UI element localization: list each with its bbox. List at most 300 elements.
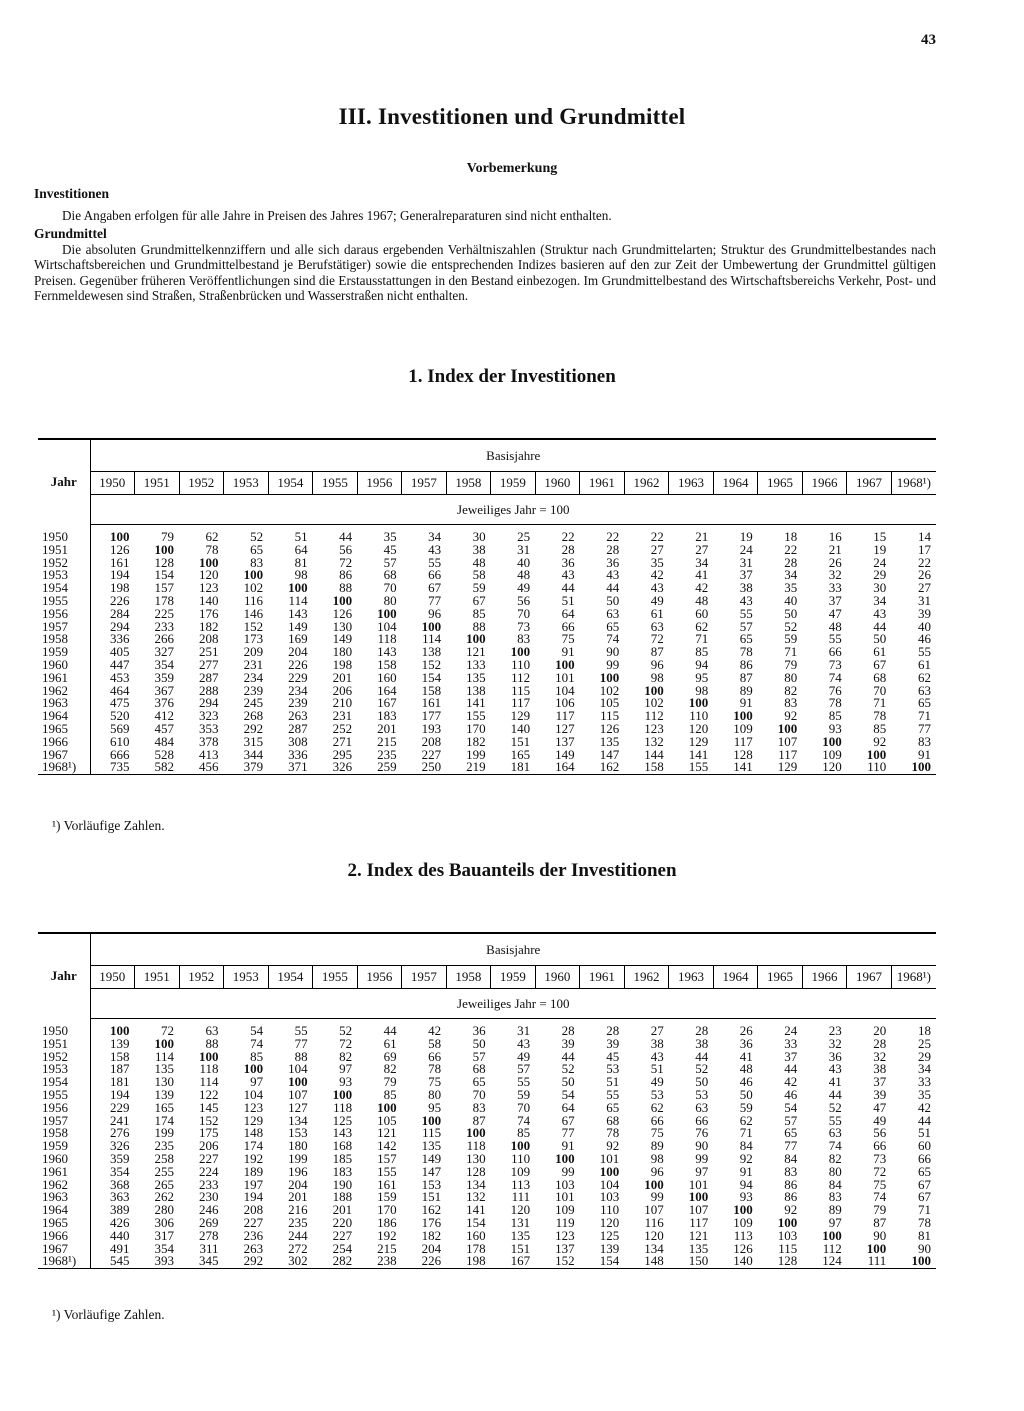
row-year: 1959 xyxy=(38,1140,90,1153)
index-cell: 118 xyxy=(466,1138,486,1154)
row-year: 1965 xyxy=(38,1217,90,1230)
row-year: 1953 xyxy=(38,569,90,582)
index-cell: 74 xyxy=(517,1112,531,1128)
index-cell: 90 xyxy=(918,1240,931,1256)
index-cell: 37 xyxy=(828,592,842,608)
index-cell: 121 xyxy=(688,1227,709,1243)
index-cell: 271 xyxy=(332,733,353,749)
index-cell: 239 xyxy=(243,682,264,698)
index-cell: 292 xyxy=(224,1255,269,1268)
index-cell: 235 xyxy=(154,1138,175,1154)
index-cell: 112 xyxy=(644,708,664,724)
index-cell: 44 xyxy=(383,1023,397,1038)
index-cell: 113 xyxy=(511,1176,531,1192)
index-cell: 91 xyxy=(739,695,753,711)
index-cell: 61 xyxy=(650,605,664,621)
index-cell: 149 xyxy=(288,618,308,634)
index-cell: 160 xyxy=(466,1227,486,1243)
index-cell: 71 xyxy=(918,1202,931,1218)
index-cell: 121 xyxy=(466,644,486,660)
index-cell: 53 xyxy=(606,1061,620,1077)
index-cell: 56 xyxy=(873,1125,887,1141)
index-cell: 19 xyxy=(739,529,753,544)
index-cell: 100 xyxy=(243,567,264,583)
index-cell: 63 xyxy=(918,682,931,698)
index-cell: 120 xyxy=(510,1202,531,1218)
base-year-header: 1956 xyxy=(357,472,402,495)
index-cell: 164 xyxy=(377,682,397,698)
index-cell: 36 xyxy=(828,1048,842,1064)
index-cell: 75 xyxy=(428,1074,442,1090)
index-cell: 24 xyxy=(873,554,887,570)
index-cell: 35 xyxy=(784,580,798,596)
index-cell: 41 xyxy=(695,567,709,583)
index-cell: 31 xyxy=(739,554,753,570)
index-cell: 354 xyxy=(154,656,175,672)
index-cell: 100 xyxy=(243,1061,264,1077)
index-cell: 115 xyxy=(511,682,531,698)
index-cell: 229 xyxy=(110,1099,130,1115)
index-cell: 45 xyxy=(606,1048,620,1064)
index-cell: 81 xyxy=(918,1227,931,1243)
index-cell: 66 xyxy=(428,1048,442,1064)
index-cell: 152 xyxy=(535,1255,580,1268)
index-cell: 80 xyxy=(784,669,798,685)
index-cell: 336 xyxy=(288,746,308,762)
index-cell: 82 xyxy=(339,1048,353,1064)
index-cell: 165 xyxy=(154,1099,175,1115)
index-cell: 117 xyxy=(555,708,575,724)
row-year: 1958 xyxy=(38,633,90,646)
index-cell: 107 xyxy=(688,1202,709,1218)
index-cell: 115 xyxy=(422,1125,442,1141)
index-cell: 206 xyxy=(199,1138,219,1154)
base-year-header: 1951 xyxy=(135,966,180,989)
index-cell: 43 xyxy=(606,567,620,583)
index-cell: 22 xyxy=(918,554,931,570)
index-cell: 41 xyxy=(828,1074,842,1090)
row-year: 1965 xyxy=(38,723,90,736)
index-cell: 161 xyxy=(110,554,130,570)
chapter-title: III. Investitionen und Grundmittel xyxy=(338,104,686,129)
index-cell: 82 xyxy=(784,682,798,698)
index-cell: 62 xyxy=(205,529,219,544)
table2-title: 2. Index des Bauanteils der Investitionen xyxy=(347,860,677,881)
index-cell: 62 xyxy=(739,1112,753,1128)
index-cell: 21 xyxy=(828,541,842,557)
index-cell: 67 xyxy=(561,1112,575,1128)
index-cell: 72 xyxy=(339,1035,353,1051)
index-cell: 167 xyxy=(491,1255,536,1268)
index-cell: 354 xyxy=(154,1240,175,1256)
index-cell: 65 xyxy=(918,695,931,711)
index-cell: 99 xyxy=(561,1163,575,1179)
index-cell: 53 xyxy=(650,1086,664,1102)
index-cell: 43 xyxy=(650,1048,664,1064)
index-cell: 235 xyxy=(377,746,397,762)
row-year: 1966 xyxy=(38,1230,90,1243)
index-cell: 140 xyxy=(510,720,531,736)
index-cell: 48 xyxy=(695,592,709,608)
index-cell: 153 xyxy=(288,1125,308,1141)
index-cell: 520 xyxy=(110,708,130,724)
base-year-header: 1962 xyxy=(624,966,669,989)
index-cell: 110 xyxy=(689,708,709,724)
index-cell: 46 xyxy=(784,1086,798,1102)
index-cell: 65 xyxy=(784,1125,798,1141)
index-cell: 294 xyxy=(110,618,130,634)
index-cell: 114 xyxy=(199,1074,219,1090)
index-cell: 77 xyxy=(428,592,442,608)
index-cell: 52 xyxy=(828,1099,842,1115)
index-cell: 111 xyxy=(847,1255,892,1268)
index-cell: 50 xyxy=(606,592,620,608)
index-cell: 215 xyxy=(377,1240,397,1256)
index-cell: 135 xyxy=(510,1227,531,1243)
index-cell: 209 xyxy=(243,644,264,660)
index-cell: 50 xyxy=(784,605,798,621)
index-cell: 85 xyxy=(250,1048,264,1064)
base-year-header: 1953 xyxy=(224,966,269,989)
index-cell: 24 xyxy=(739,541,753,557)
index-cell: 38 xyxy=(472,541,486,557)
index-cell: 51 xyxy=(606,1074,620,1090)
index-cell: 57 xyxy=(472,1048,486,1064)
index-cell: 143 xyxy=(377,644,397,660)
index-cell: 144 xyxy=(644,746,664,762)
index-cell: 129 xyxy=(758,761,803,774)
base-year-header: 1957 xyxy=(402,966,447,989)
index-cell: 99 xyxy=(695,1150,709,1166)
index-cell: 87 xyxy=(472,1112,486,1128)
index-cell: 88 xyxy=(294,1048,308,1064)
index-cell: 219 xyxy=(446,761,491,774)
index-cell: 359 xyxy=(154,669,175,685)
index-cell: 97 xyxy=(695,1163,709,1179)
index-cell: 49 xyxy=(650,1074,664,1090)
index-cell: 226 xyxy=(110,592,130,608)
index-cell: 74 xyxy=(250,1035,264,1051)
index-cell: 174 xyxy=(154,1112,175,1128)
index-cell: 44 xyxy=(784,1061,798,1077)
index-cell: 86 xyxy=(784,1176,798,1192)
index-cell: 100 xyxy=(110,529,130,544)
row-year: 1960 xyxy=(38,1153,90,1166)
grundmittel-heading: Grundmittel xyxy=(34,226,107,241)
base-year-header: 1958 xyxy=(446,472,491,495)
index-cell: 128 xyxy=(154,554,175,570)
index-cell: 100 xyxy=(866,1240,887,1256)
index-cell: 198 xyxy=(110,580,130,596)
index-cell: 230 xyxy=(199,1189,219,1205)
index-cell: 73 xyxy=(517,618,531,634)
index-cell: 100 xyxy=(644,682,664,698)
index-cell: 83 xyxy=(828,1189,842,1205)
index-cell: 227 xyxy=(199,1150,219,1166)
row-year: 1952 xyxy=(38,1051,90,1064)
row-year: 1954 xyxy=(38,582,90,595)
index-cell: 122 xyxy=(199,1086,219,1102)
row-year: 1950 xyxy=(38,1025,90,1038)
base-year-header: 1959 xyxy=(491,966,536,989)
index-cell: 97 xyxy=(828,1214,842,1230)
index-cell: 63 xyxy=(695,1099,709,1115)
index-cell: 117 xyxy=(778,746,798,762)
index-cell: 127 xyxy=(288,1099,308,1115)
index-cell: 32 xyxy=(873,1048,887,1064)
index-cell: 199 xyxy=(154,1125,175,1141)
index-cell: 83 xyxy=(517,631,531,647)
index-cell: 39 xyxy=(873,1086,887,1102)
index-cell: 68 xyxy=(873,669,887,685)
index-cell: 137 xyxy=(555,1240,575,1256)
index-cell: 78 xyxy=(606,1125,620,1141)
index-cell: 125 xyxy=(599,1227,620,1243)
index-cell: 85 xyxy=(383,1086,397,1102)
index-cell: 245 xyxy=(243,695,264,711)
index-cell: 251 xyxy=(199,644,219,660)
index-cell: 60 xyxy=(695,605,709,621)
index-cell: 134 xyxy=(466,1176,486,1192)
index-cell: 569 xyxy=(110,720,130,736)
index-cell: 378 xyxy=(199,733,219,749)
index-cell: 98 xyxy=(650,669,664,685)
base-year-header: 1954 xyxy=(268,472,313,495)
index-cell: 317 xyxy=(154,1227,175,1243)
index-cell: 147 xyxy=(421,1163,442,1179)
base-year-header: 1963 xyxy=(669,966,714,989)
index-cell: 71 xyxy=(784,644,798,660)
index-cell: 116 xyxy=(244,592,264,608)
index-cell: 135 xyxy=(466,669,486,685)
index-cell: 99 xyxy=(606,656,620,672)
index-cell: 100 xyxy=(891,1255,936,1268)
index-cell: 130 xyxy=(332,618,353,634)
row-year: 1951 xyxy=(38,544,90,557)
index-cell: 178 xyxy=(466,1240,486,1256)
table-row xyxy=(38,1255,936,1268)
base-year-header: 1966 xyxy=(802,966,847,989)
base-year-header: 1963 xyxy=(669,472,714,495)
index-cell: 137 xyxy=(555,733,575,749)
index-cell: 110 xyxy=(600,1202,620,1218)
index-cell: 208 xyxy=(243,1202,264,1218)
index-cell: 74 xyxy=(873,1189,887,1205)
index-cell: 76 xyxy=(828,682,842,698)
index-cell: 51 xyxy=(294,529,308,544)
index-cell: 89 xyxy=(650,1138,664,1154)
index-cell: 44 xyxy=(873,618,887,634)
index-cell: 100 xyxy=(555,1150,575,1166)
index-cell: 39 xyxy=(606,1035,620,1051)
index-cell: 120 xyxy=(644,1227,664,1243)
index-cell: 62 xyxy=(695,618,709,634)
index-cell: 100 xyxy=(332,592,353,608)
index-cell: 59 xyxy=(517,1086,531,1102)
index-cell: 59 xyxy=(739,1099,753,1115)
index-cell: 36 xyxy=(739,1035,753,1051)
index-cell: 28 xyxy=(606,1023,620,1038)
index-cell: 204 xyxy=(288,1176,308,1192)
index-cell: 100 xyxy=(421,1112,442,1128)
base-year-header: 1953 xyxy=(224,472,269,495)
index-cell: 42 xyxy=(784,1074,798,1090)
index-cell: 91 xyxy=(561,1138,575,1154)
index-cell: 44 xyxy=(828,1086,842,1102)
index-cell: 56 xyxy=(517,592,531,608)
row-year: 1962 xyxy=(38,685,90,698)
index-cell: 33 xyxy=(828,580,842,596)
index-cell: 295 xyxy=(332,746,353,762)
base-year-header: 1958 xyxy=(446,966,491,989)
index-cell: 100 xyxy=(599,1163,620,1179)
index-cell: 241 xyxy=(110,1112,130,1128)
index-cell: 311 xyxy=(199,1240,219,1256)
index-cell: 250 xyxy=(402,761,447,774)
index-cell: 126 xyxy=(110,541,130,557)
index-cell: 58 xyxy=(472,567,486,583)
index-cell: 43 xyxy=(873,605,887,621)
index-cell: 104 xyxy=(377,618,397,634)
index-cell: 94 xyxy=(695,656,709,672)
index-cell: 115 xyxy=(600,708,620,724)
index-cell: 140 xyxy=(713,1255,758,1268)
index-cell: 114 xyxy=(288,592,308,608)
index-cell: 43 xyxy=(561,567,575,583)
index-cell: 176 xyxy=(421,1214,442,1230)
index-cell: 123 xyxy=(555,1227,575,1243)
index-cell: 194 xyxy=(243,1189,264,1205)
index-cell: 210 xyxy=(332,695,353,711)
index-cell: 67 xyxy=(918,1189,931,1205)
index-cell: 100 xyxy=(777,720,798,736)
row-year: 1955 xyxy=(38,1089,90,1102)
index-cell: 36 xyxy=(472,1023,486,1038)
index-cell: 28 xyxy=(561,1023,575,1038)
index-cell: 64 xyxy=(561,605,575,621)
index-cell: 453 xyxy=(110,669,130,685)
index-cell: 56 xyxy=(339,541,353,557)
index-cell: 353 xyxy=(199,720,219,736)
index-cell: 100 xyxy=(510,644,531,660)
index-cell: 92 xyxy=(739,1150,753,1166)
index-cell: 51 xyxy=(561,592,575,608)
index-cell: 109 xyxy=(733,1214,753,1230)
index-cell: 30 xyxy=(873,580,887,596)
index-cell: 244 xyxy=(288,1227,308,1243)
index-cell: 610 xyxy=(110,733,130,749)
index-cell: 308 xyxy=(288,733,308,749)
index-cell: 666 xyxy=(110,746,130,762)
grundmittel-text: Die absoluten Grundmittelkennziffern und alle sich daraus ergebenden Verhältniszahlen (Struktur nach Grundmittelarten; Struktur des Grundmittelbestandes nach Wirtschaftsbereichen und Grundmittelbestand je Berufstätiger) sowie die entsprechenden Indizes basieren auf den zur Zeit der Umbewertung der Grundmittel gültigen Preisen. Gegenüber früheren Veröffentlichungen sind die Erstausstattungen in den Bestand einbezogen. Im Grundmittelbestand des Wirtschaftsbereichs Verkehr, Post- und Fernmeldewesen sind Straßen, Straßenbrücken und Wasserstraßen nicht enthalten. xyxy=(34,241,936,303)
base-year-header: 1965 xyxy=(758,966,803,989)
index-cell: 294 xyxy=(199,695,219,711)
index-cell: 50 xyxy=(472,1035,486,1051)
index-cell: 161 xyxy=(421,695,442,711)
index-cell: 145 xyxy=(199,1099,219,1115)
index-cell: 103 xyxy=(777,1227,798,1243)
base-year-header: 1965 xyxy=(758,472,803,495)
index-cell: 40 xyxy=(517,554,531,570)
base-year-header: 1952 xyxy=(179,472,224,495)
index-cell: 28 xyxy=(561,541,575,557)
index-cell: 109 xyxy=(733,720,753,736)
index-cell: 176 xyxy=(199,605,219,621)
index-cell: 113 xyxy=(733,1227,753,1243)
index-cell: 63 xyxy=(205,1023,219,1038)
index-cell: 103 xyxy=(555,1176,575,1192)
base-year-header: 1962 xyxy=(624,472,669,495)
index-cell: 259 xyxy=(357,761,402,774)
index-cell: 265 xyxy=(154,1176,175,1192)
index-cell: 135 xyxy=(688,1240,709,1256)
index-cell: 149 xyxy=(555,746,575,762)
index-cell: 70 xyxy=(517,1099,531,1115)
index-cell: 272 xyxy=(288,1240,308,1256)
index-cell: 46 xyxy=(918,631,931,647)
index-cell: 90 xyxy=(695,1138,709,1154)
index-cell: 104 xyxy=(243,1086,264,1102)
index-cell: 17 xyxy=(918,541,931,557)
row-year: 1967 xyxy=(38,1243,90,1256)
row-year: 1957 xyxy=(38,621,90,634)
index-cell: 48 xyxy=(472,554,486,570)
index-cell: 147 xyxy=(599,746,620,762)
index-cell: 23 xyxy=(828,1023,842,1038)
index-cell: 31 xyxy=(517,541,531,557)
index-cell: 158 xyxy=(110,1048,130,1064)
index-cell: 43 xyxy=(428,541,442,557)
index-cell: 78 xyxy=(918,1214,931,1230)
index-cell: 426 xyxy=(110,1214,130,1230)
index-cell: 79 xyxy=(161,529,175,544)
index-cell: 49 xyxy=(650,592,664,608)
index-cell: 26 xyxy=(918,567,931,583)
index-cell: 95 xyxy=(695,669,709,685)
index-cell: 170 xyxy=(466,720,486,736)
index-cell: 64 xyxy=(561,1099,575,1115)
index-cell: 96 xyxy=(650,1163,664,1179)
index-cell: 100 xyxy=(288,1074,308,1090)
index-cell: 119 xyxy=(555,1214,575,1230)
index-cell: 63 xyxy=(650,618,664,634)
index-cell: 412 xyxy=(154,708,175,724)
index-cell: 238 xyxy=(357,1255,402,1268)
jeweiliges-jahr-header: Jeweiliges Jahr = 100 xyxy=(90,989,936,1019)
index-cell: 98 xyxy=(695,682,709,698)
index-cell: 88 xyxy=(339,580,353,596)
index-cell: 38 xyxy=(873,1061,887,1077)
index-cell: 735 xyxy=(90,761,135,774)
index-cell: 189 xyxy=(243,1163,264,1179)
index-cell: 413 xyxy=(199,746,219,762)
index-cell: 42 xyxy=(428,1023,442,1038)
index-cell: 183 xyxy=(332,1163,353,1179)
index-cell: 187 xyxy=(110,1061,130,1077)
index-cell: 57 xyxy=(517,1061,531,1077)
index-cell: 26 xyxy=(739,1023,753,1038)
index-cell: 233 xyxy=(154,618,175,634)
index-cell: 41 xyxy=(739,1048,753,1064)
index-cell: 65 xyxy=(472,1074,486,1090)
index-cell: 126 xyxy=(332,605,353,621)
index-cell: 55 xyxy=(828,1112,842,1128)
index-cell: 49 xyxy=(517,1048,531,1064)
index-cell: 100 xyxy=(599,669,620,685)
index-cell: 84 xyxy=(828,1176,842,1192)
index-cell: 148 xyxy=(243,1125,264,1141)
index-cell: 282 xyxy=(313,1255,358,1268)
